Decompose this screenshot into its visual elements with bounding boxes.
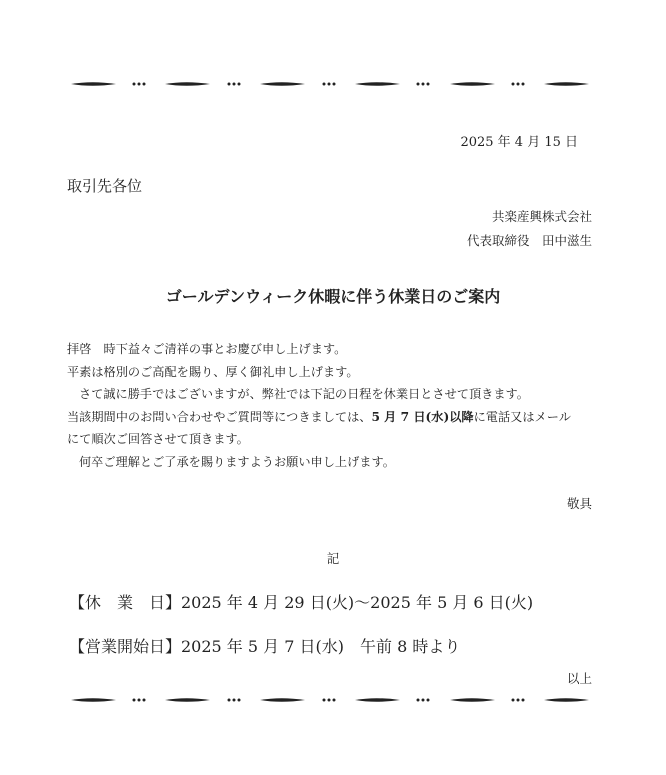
representative: 代表取締役 田中滋生	[466, 233, 592, 248]
contact-text-after: に電話又はメール	[473, 409, 571, 424]
company-name: 共楽産興株式会社	[491, 209, 592, 224]
thanks-line: 平素は格別のご高配を賜り、厚く御礼申し上げます。	[67, 364, 359, 379]
notice-title: ゴールデンウィーク休暇に伴う休業日のご案内	[165, 287, 501, 306]
notice-body	[67, 338, 595, 473]
business-resume-date: 【営業開始日】2025 年 5 月 7 日(水) 午前 8 時より	[69, 637, 461, 656]
greeting-line: 拝啓 時下益々ご清祥の事とお慶び申し上げます。	[67, 342, 347, 356]
holiday-period: 【休 業 日】2025 年 4 月 29 日(火)～2025 年 5 月 6 日(火)	[69, 593, 534, 612]
top-decorative-divider	[68, 77, 594, 91]
end-mark: 以上	[566, 671, 592, 686]
contact-text-before: 当該期間中のお問い合わせやご質問等につきましては、	[67, 409, 372, 424]
bottom-decorative-divider	[68, 693, 594, 707]
contact-line	[67, 406, 595, 429]
contact-line-continued: にて順次ご回答させて頂きます。	[67, 432, 249, 446]
issue-date: 2025 年 4 月 15 日	[460, 135, 578, 150]
contact-date-emphasis: 5 月 7 日(水)以降	[371, 409, 474, 424]
request-line: 何卒ご理解とご了承を賜りますようお願い申し上げます。	[79, 454, 395, 469]
closing-phrase: 敬具	[566, 496, 592, 511]
recipient: 取引先各位	[67, 177, 143, 195]
announcement-line: さて誠に勝手ではございますが、弊社では下記の日程を休業日とさせて頂きます。	[79, 387, 529, 401]
ki-heading: 記	[326, 551, 340, 566]
